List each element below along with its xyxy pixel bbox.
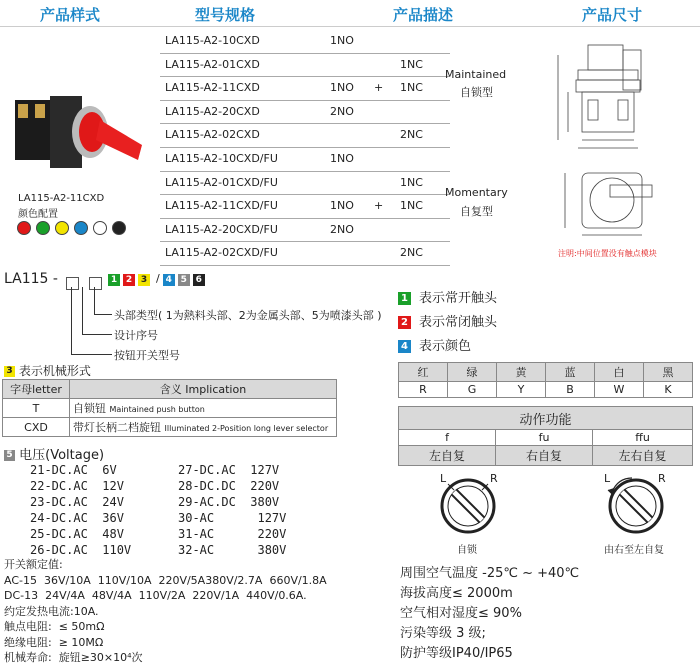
product-image (10, 90, 150, 175)
model-row (160, 195, 450, 219)
model-row (160, 172, 450, 196)
colors-label: 颜色配置 (18, 209, 58, 220)
product-model-label: LA115-A2-11CXD (18, 193, 105, 204)
legend-square: 1 (398, 292, 411, 305)
dimension-drawing-side (548, 30, 678, 160)
color-code-cell: Y (497, 382, 546, 398)
dial2-label: 由右至左自复 (604, 545, 664, 556)
dial1-R: R (490, 472, 498, 485)
code-prefix: LA115 - (4, 271, 58, 287)
section5-num: 5 (4, 450, 15, 461)
model-plus: + (374, 81, 384, 95)
model-no: 1NO (330, 34, 354, 47)
mech-row-impl: 自锁钮 Maintained push button (70, 399, 337, 418)
legend-right (398, 287, 497, 359)
dial2-R: R (658, 472, 666, 485)
model-row (160, 54, 450, 78)
color-dot (17, 221, 31, 235)
color-cell: 黑 (644, 363, 693, 382)
model-no: 1NO (330, 81, 354, 95)
color-dot (93, 221, 107, 235)
model-list (160, 30, 450, 266)
model-row (160, 219, 450, 243)
code-line-switch: 按钮开关型号 (114, 349, 180, 362)
color-code-cell: R (399, 382, 448, 398)
color-cell: 绿 (448, 363, 497, 382)
model-name: LA115-A2-20CXD/FU (165, 222, 278, 236)
legend-item (398, 335, 497, 359)
dial1-label: 自锁 (457, 545, 477, 556)
action-code: fu (496, 430, 593, 446)
mech-row-code: CXD (3, 418, 70, 437)
color-code-cell: W (595, 382, 644, 398)
action-code: ffu (593, 430, 693, 446)
voltage-list-right: 27-DC.AC 127V 28-DC.DC 220V 29-AC.DC 380V 30-AC 127V 31-AC 220V 32-AC 380V (178, 463, 287, 557)
model-no: 2NO (330, 104, 354, 118)
legend-item (398, 287, 497, 311)
mech-row-impl: 带灯长柄二档旋钮 Illuminated 2-Position long lever selector (70, 418, 337, 437)
voltage-list-left: 21-DC.AC 6V 22-DC.AC 12V 23-DC.AC 24V 24-DC.AC 36V 25-DC.AC 48V 26-DC.AC 110V (30, 463, 132, 557)
model-name: LA115-A2-11CXD/FU (165, 199, 278, 213)
color-dot (74, 221, 88, 235)
legend-square: 4 (398, 340, 411, 353)
color-cell: 白 (595, 363, 644, 382)
color-dot (55, 221, 69, 235)
header-model: 型号规格 (195, 6, 256, 24)
model-nc: 1NC (400, 81, 423, 95)
model-name: LA115-A2-01CXD (165, 57, 260, 71)
section3-num: 3 (4, 366, 15, 377)
model-row (160, 148, 450, 172)
model-separator (160, 265, 450, 266)
action-code: f (399, 430, 496, 446)
color-code-cell: K (644, 382, 693, 398)
action-label: 右自复 (496, 446, 593, 466)
action-label: 左右自复 (593, 446, 693, 466)
model-nc: 1NC (400, 199, 423, 213)
model-no: 1NO (330, 199, 354, 213)
desc-maintained-en: Maintained (445, 68, 507, 81)
ratings: 开关额定值: AC-15 36V/10A 110V/10A 220V/5A380V/2.7A 660V/1.8A DC-13 24V/4A 48V/4A 110V/2A 220V/1A 440V/0.6A. 约定发热电流:10A. 触点电阻: ≤ 50mΩ 绝缘电阻: ≥ 10MΩ 机械寿命: 旋钮≥30×10⁴次 (4, 558, 327, 664)
mech-head-impl: 含义 Implication (70, 380, 337, 399)
code-slash: / (156, 272, 160, 285)
desc-note: 注明:中间位置没有触点模块 (558, 249, 657, 258)
code-line-head: 头部类型( 1为熱料头部、2为金属头部、5为喷漆头部 ) (114, 309, 382, 322)
color-dot (112, 221, 126, 235)
color-cell: 蓝 (546, 363, 595, 382)
action-table (398, 406, 693, 466)
section5-title (4, 444, 104, 463)
header-size: 产品尺寸 (582, 6, 643, 24)
model-nc: 2NC (400, 128, 423, 142)
color-table (398, 362, 693, 398)
model-plus: + (374, 199, 384, 213)
color-dots (17, 220, 131, 239)
dimension-drawing-front (560, 165, 670, 240)
code-line-design: 设计序号 (114, 329, 158, 342)
code-legend-square: 2 (123, 274, 135, 286)
action-label: 左自复 (399, 446, 496, 466)
model-row (160, 101, 450, 125)
legend-text: 表示常闭触头 (419, 315, 498, 330)
model-row (160, 30, 450, 54)
color-cell: 红 (399, 363, 448, 382)
model-nc: 1NC (400, 175, 423, 189)
model-no: 2NO (330, 222, 354, 236)
action-title: 动作功能 (399, 407, 693, 430)
model-name: LA115-A2-10CXD (165, 34, 260, 47)
model-row (160, 242, 450, 266)
legend-item (398, 311, 497, 335)
color-code-cell: B (546, 382, 595, 398)
legend-text: 表示常开触头 (419, 291, 498, 306)
code-legend-square: 3 (138, 274, 150, 286)
section3-text: 表示机械形式 (18, 364, 91, 378)
section5-text: 电压(Voltage) (19, 448, 105, 463)
header-desc: 产品描述 (393, 6, 454, 24)
env-specs: 周围空气温度 -25℃ ~ +40℃ 海拔高度≤ 2000m 空气相对湿度≤ 90% 污染等级 3 级; 防护等级IP40/IP65 (400, 566, 580, 661)
mechanism-table (2, 379, 337, 437)
code-placeholder-2 (89, 273, 102, 292)
color-cell: 黄 (497, 363, 546, 382)
code-legend-square: 5 (178, 274, 190, 286)
model-nc: 2NC (400, 246, 423, 260)
model-no: 1NO (330, 151, 354, 165)
legend-text: 表示颜色 (419, 339, 472, 354)
model-row (160, 124, 450, 148)
model-nc: 1NC (400, 57, 423, 71)
code-placeholder-1 (66, 273, 79, 292)
code-legend (108, 272, 208, 286)
legend-square: 2 (398, 316, 411, 329)
dial2-L: L (604, 472, 611, 485)
code-legend-square: 6 (193, 274, 205, 286)
desc-momentary-cn: 自复型 (460, 205, 493, 218)
model-name: LA115-A2-02CXD (165, 128, 260, 142)
model-row (160, 77, 450, 101)
code-legend-square: 4 (163, 274, 175, 286)
model-name: LA115-A2-01CXD/FU (165, 175, 278, 189)
section3-title (4, 362, 91, 379)
desc-maintained-cn: 自锁型 (460, 86, 493, 99)
model-name: LA115-A2-20CXD (165, 104, 260, 118)
dial1-L: L (440, 472, 447, 485)
model-name: LA115-A2-11CXD (165, 81, 260, 95)
color-dot (36, 221, 50, 235)
mech-head-letter: 字母letter (3, 380, 70, 399)
model-name: LA115-A2-02CXD/FU (165, 246, 278, 260)
color-code-cell: G (448, 382, 497, 398)
desc-momentary-en: Momentary (445, 186, 508, 199)
mech-row-code: T (3, 399, 70, 418)
header-style: 产品样式 (40, 6, 101, 24)
code-legend-square: 1 (108, 274, 120, 286)
model-name: LA115-A2-10CXD/FU (165, 151, 278, 165)
